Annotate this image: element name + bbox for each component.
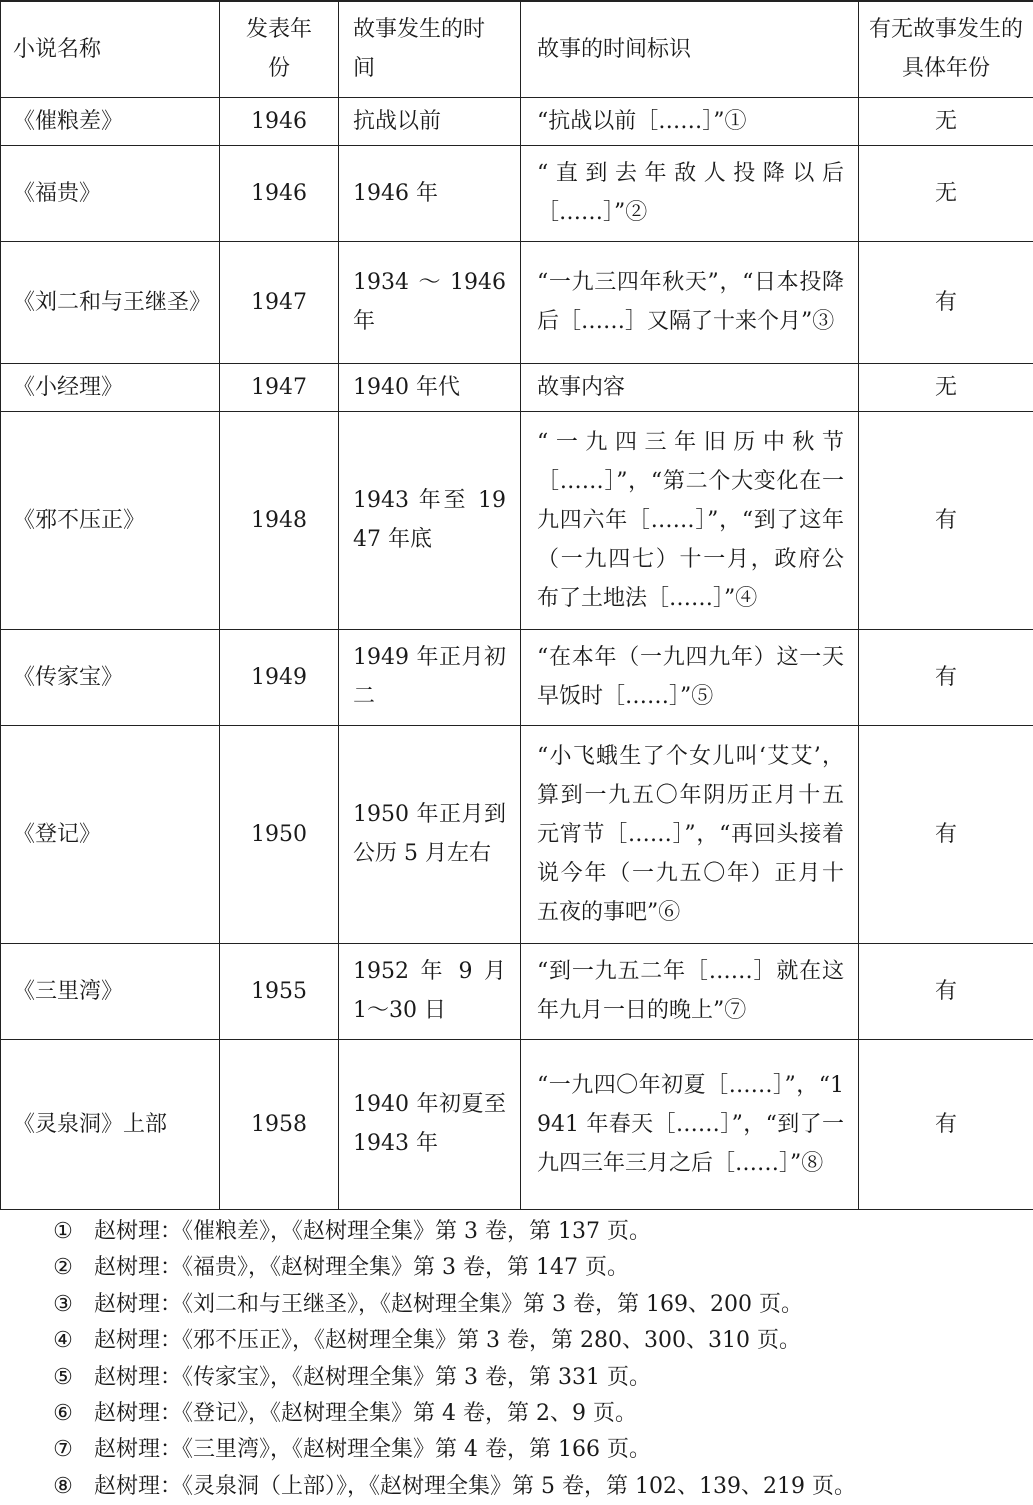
footnote-marker: ⑤ [38,1360,88,1396]
publish-year-cell: 1946 [220,97,339,145]
time-marker-cell: “一九四〇年初夏［……］”，“1941 年春天［……］”，“到了一九四三年三月之后［……］”⑧ [521,1039,859,1209]
footnote [0,1214,1033,1250]
time-marker-cell: “在本年（一九四九年）这一天早饭时［……］”⑤ [521,629,859,725]
publish-year-cell: 1949 [220,629,339,725]
footnote-text: 赵树理：《邪不压正》，《赵树理全集》第 3 卷，第 280、300、310 页。 [94,1323,801,1359]
footnote-marker: ① [38,1214,88,1250]
novel-title-cell: 《小经理》 [1,363,220,411]
story-time-cell: 1940 年代 [339,363,521,411]
footnote [0,1396,1033,1432]
story-time-cell: 1950 年正月到公历 5 月左右 [339,725,521,943]
table-body [1,97,1033,1209]
publish-year-cell: 1947 [220,241,339,363]
table-row [1,145,1033,241]
novel-title-cell: 《灵泉洞》上部 [1,1039,220,1209]
story-time-cell: 1952 年 9 月 1～30 日 [339,943,521,1039]
story-time-cell: 1946 年 [339,145,521,241]
table-row [1,97,1033,145]
novel-title-cell: 《邪不压正》 [1,411,220,629]
has-specific-year-cell: 有 [859,241,1033,363]
footnote [0,1323,1033,1359]
novel-title-cell: 《传家宝》 [1,629,220,725]
footnote-marker: ④ [38,1323,88,1359]
novel-title-cell: 《催粮差》 [1,97,220,145]
story-time-cell: 1949 年正月初二 [339,629,521,725]
table-row [1,1039,1033,1209]
footnote [0,1360,1033,1396]
time-marker-cell: “一九三四年秋天”，“日本投降后［……］又隔了十来个月”③ [521,241,859,363]
footnote-marker: ③ [38,1287,88,1323]
footnote-marker: ② [38,1250,88,1286]
footnote-text: 赵树理：《三里湾》，《赵树理全集》第 4 卷，第 166 页。 [94,1432,651,1468]
time-marker-cell: “小飞蛾生了个女儿叫‘艾艾’，算到一九五〇年阴历正月十五元宵节［……］”，“再回头接着说今年（一九五〇年）正月十五夜的事吧”⑥ [521,725,859,943]
story-time-cell: 抗战以前 [339,97,521,145]
novel-title-cell: 《刘二和与王继圣》 [1,241,220,363]
novel-title-cell: 《登记》 [1,725,220,943]
has-specific-year-cell: 有 [859,1039,1033,1209]
footnote [0,1432,1033,1468]
table-row [1,411,1033,629]
time-marker-cell: 故事内容 [521,363,859,411]
has-specific-year-cell: 有 [859,725,1033,943]
footnote-text: 赵树理：《登记》，《赵树理全集》第 4 卷，第 2、9 页。 [94,1396,637,1432]
publish-year-cell: 1950 [220,725,339,943]
publish-year-cell: 1958 [220,1039,339,1209]
footnote [0,1250,1033,1286]
footnote-text: 赵树理：《催粮差》，《赵树理全集》第 3 卷，第 137 页。 [94,1214,651,1250]
time-marker-cell: “到一九五二年［……］就在这年九月一日的晚上”⑦ [521,943,859,1039]
header-time-marker: 故事的时间标识 [521,1,859,97]
has-specific-year-cell: 无 [859,97,1033,145]
time-marker-cell: “一九四三年旧历中秋节［……］”，“第二个大变化在一九四六年［……］”，“到了这年（一九四七）十一月，政府公布了土地法［……］”④ [521,411,859,629]
has-specific-year-cell: 有 [859,943,1033,1039]
has-specific-year-cell: 有 [859,411,1033,629]
story-time-cell: 1934～1946 年 [339,241,521,363]
publish-year-cell: 1946 [220,145,339,241]
novel-title-cell: 《福贵》 [1,145,220,241]
footnote-text: 赵树理：《福贵》，《赵树理全集》第 3 卷，第 147 页。 [94,1250,629,1286]
table-row [1,725,1033,943]
footnote [0,1287,1033,1323]
publish-year-cell: 1947 [220,363,339,411]
table-row [1,241,1033,363]
footnote-marker: ⑥ [38,1396,88,1432]
footnote-text: 赵树理：《刘二和与王继圣》，《赵树理全集》第 3 卷，第 169、200 页。 [94,1287,803,1323]
footnote-text: 赵树理：《灵泉洞（上部）》，《赵树理全集》第 5 卷，第 102、139、219 页。 [94,1469,856,1505]
footnote-marker: ⑧ [38,1469,88,1505]
has-specific-year-cell: 无 [859,363,1033,411]
table-row [1,363,1033,411]
header-has-specific-year: 有无故事发生的具体年份 [859,1,1033,97]
footnote-marker: ⑦ [38,1432,88,1468]
novel-title-cell: 《三里湾》 [1,943,220,1039]
publish-year-cell: 1948 [220,411,339,629]
table-row [1,943,1033,1039]
has-specific-year-cell: 有 [859,629,1033,725]
footnotes [0,1214,1033,1505]
publish-year-cell: 1955 [220,943,339,1039]
time-marker-cell: “抗战以前［……］”① [521,97,859,145]
story-time-cell: 1940 年初夏至 1943 年 [339,1039,521,1209]
table-row [1,629,1033,725]
story-time-cell: 1943 年至 1947 年底 [339,411,521,629]
time-marker-cell: “直到去年敌人投降以后［……］”② [521,145,859,241]
header-publish-year: 发表年份 [220,1,339,97]
footnote-text: 赵树理：《传家宝》，《赵树理全集》第 3 卷，第 331 页。 [94,1360,651,1396]
header-story-time: 故事发生的时间 [339,1,521,97]
table-header-row [1,1,1033,97]
has-specific-year-cell: 无 [859,145,1033,241]
header-novel-title: 小说名称 [1,1,220,97]
